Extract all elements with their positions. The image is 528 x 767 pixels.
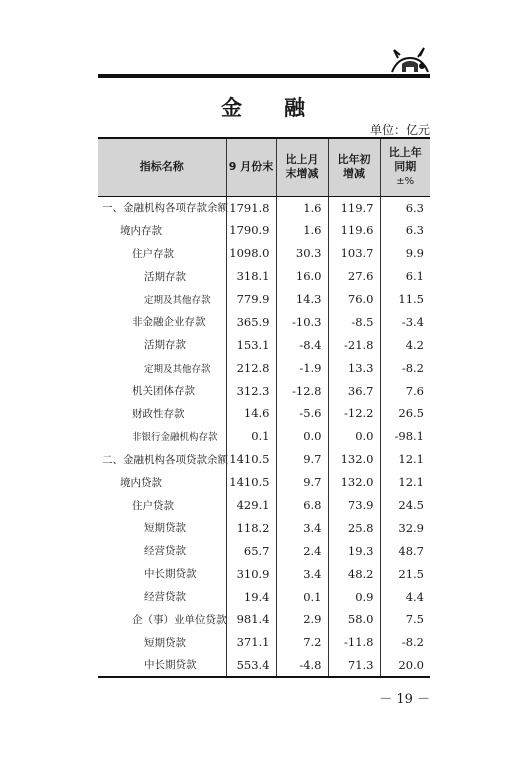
cell-vs-last-month: 0.1 bbox=[276, 585, 328, 608]
page-number: － 19 － bbox=[379, 692, 430, 707]
cell-month-end: 19.4 bbox=[226, 585, 276, 608]
page-title: 金 融 bbox=[221, 96, 307, 120]
row-label: 活期存款 bbox=[144, 270, 186, 283]
cell-month-end: 318.1 bbox=[226, 265, 276, 288]
header-vs-year-start: 比年初 增减 bbox=[328, 138, 380, 196]
row-label: 非金融企业存款 bbox=[132, 316, 206, 329]
cell-yoy: 6.3 bbox=[380, 219, 430, 242]
cell-month-end: 14.6 bbox=[226, 402, 276, 425]
table-row bbox=[98, 219, 430, 242]
cell-vs-last-month: 2.4 bbox=[276, 539, 328, 562]
cell-yoy: -8.2 bbox=[380, 356, 430, 379]
cell-vs-year-start: -11.8 bbox=[328, 631, 380, 654]
cell-yoy: -8.2 bbox=[380, 631, 430, 654]
row-label: 经营贷款 bbox=[144, 545, 186, 558]
cell-vs-year-start: 119.7 bbox=[328, 196, 380, 219]
cell-vs-year-start: 73.9 bbox=[328, 494, 380, 517]
cell-yoy: 48.7 bbox=[380, 539, 430, 562]
unit-label: 单位：亿元 bbox=[369, 123, 430, 137]
cell-yoy: 26.5 bbox=[380, 402, 430, 425]
row-label: 定期及其他存款 bbox=[144, 363, 211, 375]
cell-vs-year-start: 58.0 bbox=[328, 608, 380, 631]
cell-month-end: 1791.8 bbox=[226, 196, 276, 219]
cell-yoy: 4.4 bbox=[380, 585, 430, 608]
cell-vs-year-start: -21.8 bbox=[328, 333, 380, 356]
cell-month-end: 553.4 bbox=[226, 654, 276, 677]
row-label: 境内存款 bbox=[120, 224, 162, 237]
cell-yoy: 11.5 bbox=[380, 288, 430, 311]
table-row bbox=[98, 608, 430, 631]
row-label: 定期及其他存款 bbox=[144, 295, 211, 306]
row-label: 二、金融机构各项贷款余额 bbox=[102, 453, 228, 466]
cell-yoy: 6.1 bbox=[380, 265, 430, 288]
row-label: 中长期贷款 bbox=[98, 654, 226, 677]
cell-month-end: 779.9 bbox=[226, 288, 276, 311]
cell-vs-last-month: 1.6 bbox=[276, 196, 328, 219]
cell-month-end: 1790.9 bbox=[226, 219, 276, 242]
cell-vs-year-start: -8.5 bbox=[328, 310, 380, 333]
cell-month-end: 153.1 bbox=[226, 333, 276, 356]
cell-month-end: 981.4 bbox=[226, 608, 276, 631]
table-header-row bbox=[98, 138, 430, 196]
cell-yoy: 4.2 bbox=[380, 333, 430, 356]
cell-vs-year-start: 48.2 bbox=[328, 562, 380, 585]
cell-vs-year-start: 0.9 bbox=[328, 585, 380, 608]
cell-vs-year-start: 27.6 bbox=[328, 265, 380, 288]
cell-vs-last-month: 16.0 bbox=[276, 265, 328, 288]
row-label: 短期贷款 bbox=[144, 522, 186, 535]
cell-vs-year-start: -12.2 bbox=[328, 402, 380, 425]
table-row bbox=[98, 585, 430, 608]
cell-vs-last-month: 30.3 bbox=[276, 242, 328, 265]
cell-vs-year-start: 19.3 bbox=[328, 539, 380, 562]
table-row bbox=[98, 288, 430, 311]
cell-vs-year-start: 0.0 bbox=[328, 425, 380, 448]
cell-yoy: 7.5 bbox=[380, 608, 430, 631]
table-row bbox=[98, 425, 430, 448]
table-row bbox=[98, 333, 430, 356]
row-label: 住户存款 bbox=[132, 247, 174, 260]
header-rule bbox=[98, 74, 430, 78]
table-row bbox=[98, 471, 430, 494]
cell-vs-year-start: 103.7 bbox=[328, 242, 380, 265]
cell-vs-year-start: 132.0 bbox=[328, 471, 380, 494]
cell-vs-last-month: 14.3 bbox=[276, 288, 328, 311]
cell-vs-year-start: 36.7 bbox=[328, 379, 380, 402]
cell-vs-last-month: -5.6 bbox=[276, 402, 328, 425]
cell-month-end: 371.1 bbox=[226, 631, 276, 654]
cell-month-end: 212.8 bbox=[226, 356, 276, 379]
cell-vs-last-month: 6.8 bbox=[276, 494, 328, 517]
row-label: 机关团体存款 bbox=[132, 385, 195, 398]
cell-yoy: 9.9 bbox=[380, 242, 430, 265]
cell-yoy: -3.4 bbox=[380, 310, 430, 333]
cell-vs-last-month: 0.0 bbox=[276, 425, 328, 448]
header-month-end: 9 月份末 bbox=[226, 138, 276, 196]
cell-month-end: 310.9 bbox=[226, 562, 276, 585]
cell-vs-last-month: 7.2 bbox=[276, 631, 328, 654]
row-label: 短期贷款 bbox=[144, 636, 186, 649]
cell-month-end: 118.2 bbox=[226, 516, 276, 539]
table-row bbox=[98, 494, 430, 517]
table-row bbox=[98, 448, 430, 471]
table-row bbox=[98, 265, 430, 288]
cell-vs-year-start: 76.0 bbox=[328, 288, 380, 311]
cell-vs-last-month: 9.7 bbox=[276, 471, 328, 494]
row-label: 财政性存款 bbox=[132, 407, 185, 420]
header-name: 指标名称 bbox=[98, 138, 226, 196]
cell-yoy: 7.6 bbox=[380, 379, 430, 402]
table-row bbox=[98, 196, 430, 219]
table-row bbox=[98, 539, 430, 562]
table-row bbox=[98, 402, 430, 425]
cell-vs-last-month: -8.4 bbox=[276, 333, 328, 356]
table-row bbox=[98, 242, 430, 265]
cell-vs-last-month: -12.8 bbox=[276, 379, 328, 402]
table-row bbox=[98, 356, 430, 379]
cell-vs-last-month: 3.4 bbox=[276, 562, 328, 585]
cell-vs-last-month: -4.8 bbox=[276, 654, 328, 677]
cell-yoy: 6.3 bbox=[380, 196, 430, 219]
row-label: 非银行金融机构存款 bbox=[132, 432, 218, 444]
row-label: 境内贷款 bbox=[120, 476, 162, 489]
cell-vs-last-month: 3.4 bbox=[276, 516, 328, 539]
cell-month-end: 312.3 bbox=[226, 379, 276, 402]
table-row bbox=[98, 516, 430, 539]
cell-month-end: 65.7 bbox=[226, 539, 276, 562]
cell-yoy: -98.1 bbox=[380, 425, 430, 448]
cell-vs-year-start: 119.6 bbox=[328, 219, 380, 242]
ox-logo-icon bbox=[388, 46, 432, 76]
cell-yoy: 12.1 bbox=[380, 471, 430, 494]
cell-vs-last-month: 2.9 bbox=[276, 608, 328, 631]
cell-vs-last-month: 1.6 bbox=[276, 219, 328, 242]
table-row bbox=[98, 310, 430, 333]
cell-vs-year-start: 25.8 bbox=[328, 516, 380, 539]
finance-table bbox=[98, 137, 430, 678]
table-row bbox=[98, 379, 430, 402]
cell-vs-year-start: 13.3 bbox=[328, 356, 380, 379]
cell-vs-last-month: -1.9 bbox=[276, 356, 328, 379]
cell-vs-year-start: 71.3 bbox=[328, 654, 380, 677]
cell-month-end: 365.9 bbox=[226, 310, 276, 333]
cell-month-end: 0.1 bbox=[226, 425, 276, 448]
cell-yoy: 32.9 bbox=[380, 516, 430, 539]
cell-yoy: 12.1 bbox=[380, 448, 430, 471]
cell-month-end: 1410.5 bbox=[226, 448, 276, 471]
cell-yoy: 24.5 bbox=[380, 494, 430, 517]
cell-yoy: 21.5 bbox=[380, 562, 430, 585]
cell-vs-last-month: -10.3 bbox=[276, 310, 328, 333]
row-label: 企（事）业单位贷款 bbox=[132, 613, 227, 626]
table-row bbox=[98, 654, 430, 677]
cell-month-end: 429.1 bbox=[226, 494, 276, 517]
row-label: 住户贷款 bbox=[132, 499, 174, 512]
cell-month-end: 1410.5 bbox=[226, 471, 276, 494]
cell-vs-year-start: 132.0 bbox=[328, 448, 380, 471]
row-label: 中长期贷款 bbox=[144, 568, 197, 581]
cell-vs-last-month: 9.7 bbox=[276, 448, 328, 471]
row-label: 活期存款 bbox=[144, 339, 186, 352]
row-label: 经营贷款 bbox=[144, 591, 186, 604]
row-label: 一、金融机构各项存款余额 bbox=[102, 202, 228, 215]
cell-yoy: 20.0 bbox=[380, 654, 430, 677]
cell-month-end: 1098.0 bbox=[226, 242, 276, 265]
header-vs-last-month: 比上月 末增减 bbox=[276, 138, 328, 196]
table-row bbox=[98, 562, 430, 585]
header-yoy: 比上年 同期 ±% bbox=[380, 138, 430, 196]
table-row bbox=[98, 631, 430, 654]
